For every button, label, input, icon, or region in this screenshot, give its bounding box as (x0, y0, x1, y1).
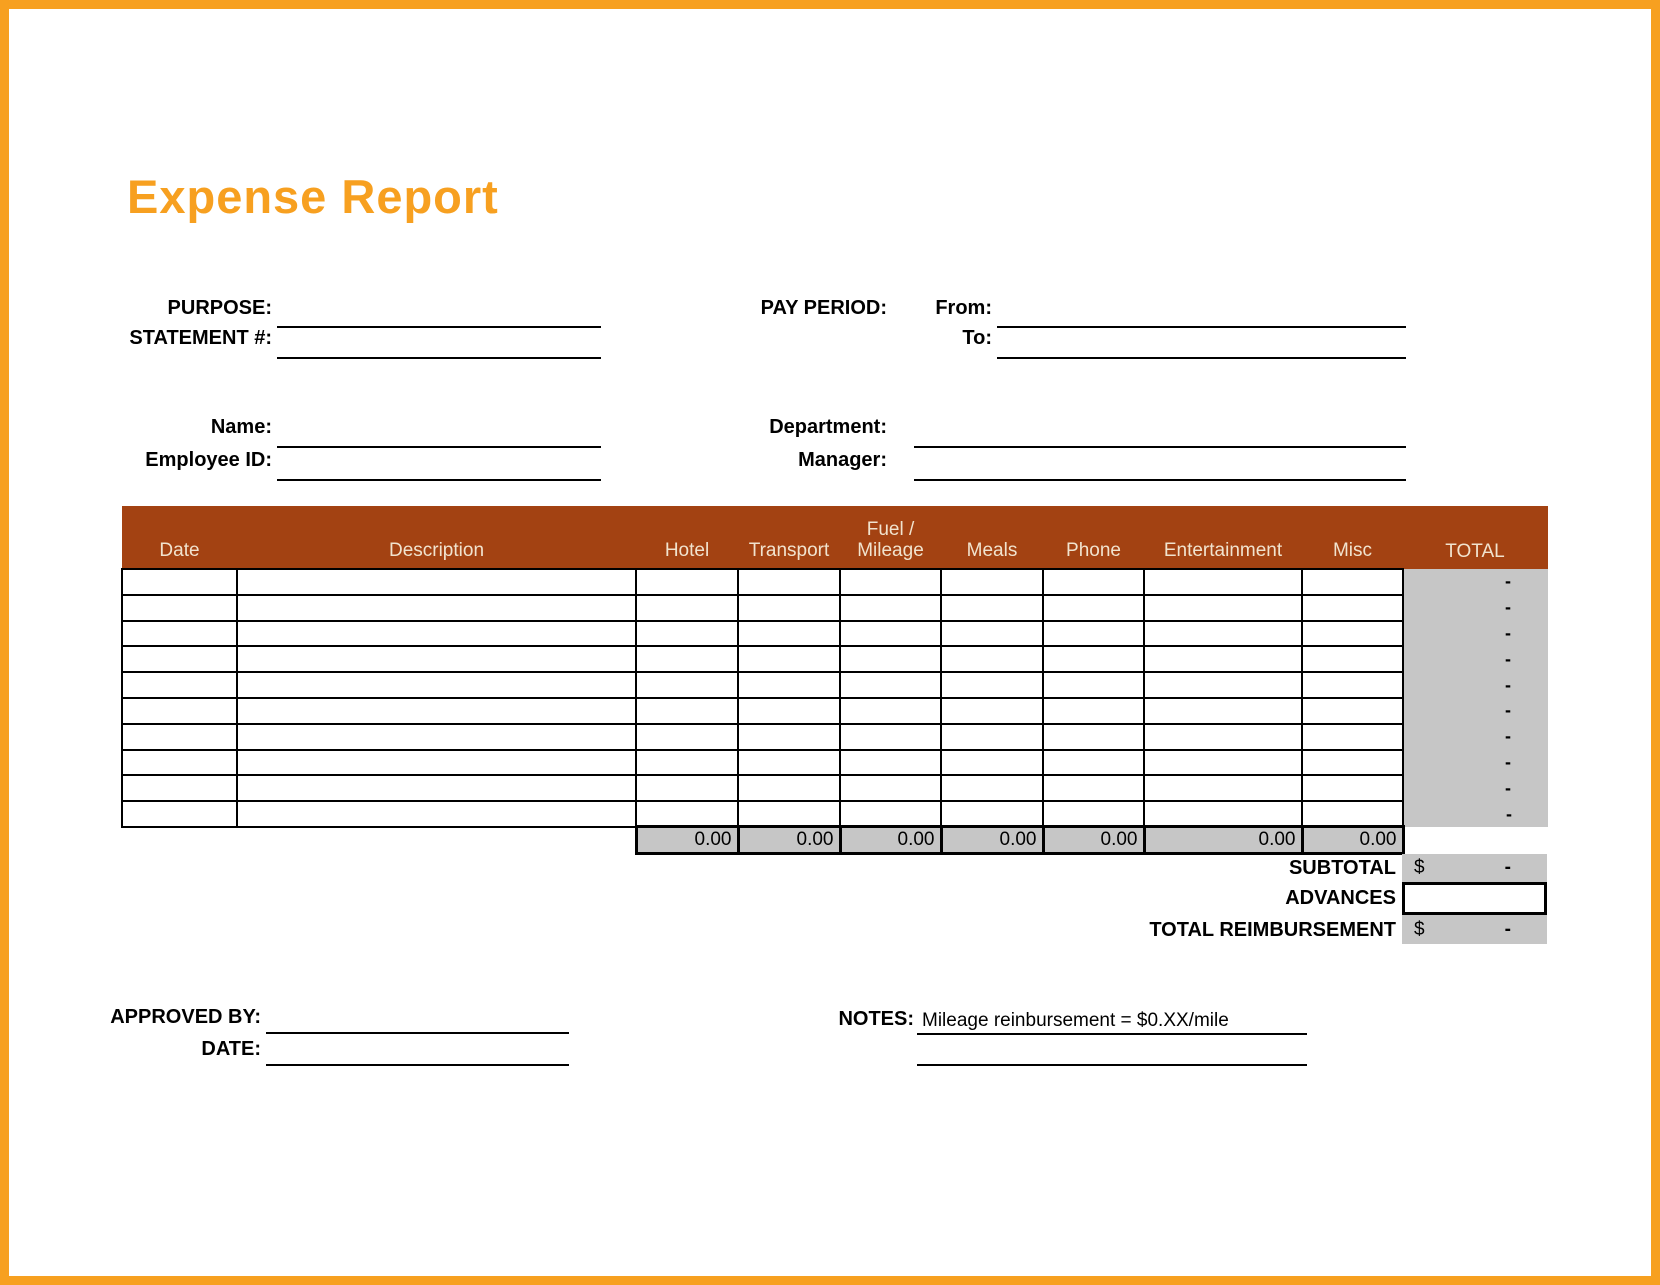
column-total-fuel-mileage: 0.00 (840, 827, 941, 854)
entertainment-cell[interactable] (1144, 801, 1302, 827)
purpose-label: PURPOSE: (167, 297, 272, 319)
misc-cell[interactable] (1302, 595, 1403, 621)
transport-cell[interactable] (738, 698, 840, 724)
description-cell[interactable] (237, 775, 636, 801)
fuel-mileage-cell[interactable] (840, 801, 941, 827)
to-label: To: (962, 327, 992, 349)
transport-cell[interactable] (738, 750, 840, 776)
total-reimbursement-value: - (1504, 918, 1511, 940)
to-field[interactable] (997, 357, 1406, 359)
purpose-field[interactable] (277, 326, 601, 328)
entertainment-cell[interactable] (1144, 724, 1302, 750)
pay-period-label: PAY PERIOD: (760, 297, 887, 319)
total-reimbursement-currency: $ (1414, 918, 1425, 940)
phone-cell[interactable] (1043, 750, 1144, 776)
hotel-cell[interactable] (636, 646, 738, 672)
date-cell[interactable] (122, 724, 237, 750)
table-row (122, 621, 1548, 647)
phone-cell[interactable] (1043, 775, 1144, 801)
entertainment-cell[interactable] (1144, 698, 1302, 724)
col-header-misc: Misc (1302, 506, 1403, 569)
entertainment-cell[interactable] (1144, 595, 1302, 621)
entertainment-cell[interactable] (1144, 672, 1302, 698)
col-header-date: Date (122, 506, 237, 569)
employee-id-label: Employee ID: (145, 449, 272, 471)
hotel-cell[interactable] (636, 801, 738, 827)
table-row (122, 801, 1548, 827)
statement-number-field[interactable] (277, 357, 601, 359)
approval-date-label: DATE: (201, 1038, 261, 1060)
column-total-misc: 0.00 (1302, 827, 1403, 854)
col-header-meals: Meals (941, 506, 1043, 569)
totals-row-spacer (1403, 827, 1548, 854)
fuel-mileage-cell[interactable] (840, 750, 941, 776)
page-title: Expense Report (127, 170, 499, 223)
transport-cell[interactable] (738, 595, 840, 621)
column-totals-row (122, 827, 1548, 854)
approved-by-field[interactable] (266, 1032, 569, 1034)
misc-cell[interactable] (1302, 672, 1403, 698)
phone-cell[interactable] (1043, 698, 1144, 724)
meals-cell[interactable] (941, 775, 1043, 801)
subtotal-value: - (1504, 857, 1511, 878)
transport-cell[interactable] (738, 646, 840, 672)
meals-cell[interactable] (941, 595, 1043, 621)
meals-cell[interactable] (941, 621, 1043, 647)
transport-cell[interactable] (738, 621, 840, 647)
row-total-cell: - (1403, 621, 1548, 647)
employee-id-field[interactable] (277, 479, 601, 481)
date-cell[interactable] (122, 801, 237, 827)
subtotal-label: SUBTOTAL (1288, 857, 1396, 879)
misc-cell[interactable] (1302, 801, 1403, 827)
notes-field-line1[interactable] (917, 1033, 1307, 1035)
fuel-mileage-cell[interactable] (840, 646, 941, 672)
advances-input-box[interactable] (1402, 882, 1547, 915)
fuel-header-line1: Fuel / (866, 519, 915, 540)
hotel-cell[interactable] (636, 569, 738, 595)
date-cell[interactable] (122, 698, 237, 724)
col-header-entertainment: Entertainment (1144, 506, 1302, 569)
misc-cell[interactable] (1302, 621, 1403, 647)
hotel-cell[interactable] (636, 672, 738, 698)
column-total-meals: 0.00 (941, 827, 1043, 854)
meals-cell[interactable] (941, 724, 1043, 750)
misc-cell[interactable] (1302, 698, 1403, 724)
date-cell[interactable] (122, 646, 237, 672)
phone-cell[interactable] (1043, 621, 1144, 647)
notes-field-line2[interactable] (917, 1064, 1307, 1066)
fuel-mileage-cell[interactable] (840, 775, 941, 801)
meals-cell[interactable] (941, 646, 1043, 672)
phone-cell[interactable] (1043, 672, 1144, 698)
description-cell[interactable] (237, 595, 636, 621)
misc-cell[interactable] (1302, 569, 1403, 595)
entertainment-cell[interactable] (1144, 646, 1302, 672)
col-header-transport: Transport (738, 506, 840, 569)
table-row (122, 775, 1548, 801)
fuel-mileage-cell[interactable] (840, 724, 941, 750)
row-total-cell: - (1403, 801, 1548, 827)
department-field[interactable] (914, 446, 1406, 448)
fuel-header-line2: Mileage (857, 540, 924, 561)
fuel-mileage-cell[interactable] (840, 698, 941, 724)
column-total-entertainment: 0.00 (1144, 827, 1302, 854)
total-reimbursement-label: TOTAL REIMBURSEMENT (1149, 919, 1396, 941)
misc-cell[interactable] (1302, 750, 1403, 776)
manager-label: Manager: (798, 449, 887, 471)
table-row (122, 724, 1548, 750)
date-cell[interactable] (122, 775, 237, 801)
fuel-mileage-cell[interactable] (840, 672, 941, 698)
meals-cell[interactable] (941, 698, 1043, 724)
date-cell[interactable] (122, 672, 237, 698)
phone-cell[interactable] (1043, 724, 1144, 750)
col-header-total: TOTAL (1403, 506, 1548, 569)
col-header-description: Description (237, 506, 636, 569)
phone-cell[interactable] (1043, 595, 1144, 621)
from-label: From: (935, 297, 992, 319)
date-cell[interactable] (122, 750, 237, 776)
notes-value: Mileage reinbursement = $0.XX/mile (922, 1010, 1229, 1031)
fuel-mileage-cell[interactable] (840, 595, 941, 621)
entertainment-cell[interactable] (1144, 775, 1302, 801)
table-row (122, 569, 1548, 595)
row-total-cell: - (1403, 672, 1548, 698)
date-cell[interactable] (122, 569, 237, 595)
description-cell[interactable] (237, 569, 636, 595)
transport-cell[interactable] (738, 775, 840, 801)
table-row (122, 750, 1548, 776)
row-total-cell: - (1403, 698, 1548, 724)
table-row (122, 595, 1548, 621)
date-cell[interactable] (122, 621, 237, 647)
expense-table (121, 506, 1549, 855)
column-total-phone: 0.00 (1043, 827, 1144, 854)
description-cell[interactable] (237, 621, 636, 647)
row-total-cell: - (1403, 750, 1548, 776)
hotel-cell[interactable] (636, 595, 738, 621)
description-cell[interactable] (237, 672, 636, 698)
row-total-cell: - (1403, 724, 1548, 750)
misc-cell[interactable] (1302, 724, 1403, 750)
phone-cell[interactable] (1043, 646, 1144, 672)
transport-cell[interactable] (738, 569, 840, 595)
description-cell[interactable] (237, 801, 636, 827)
row-total-cell: - (1403, 646, 1548, 672)
table-row (122, 672, 1548, 698)
hotel-cell[interactable] (636, 775, 738, 801)
totals-row-spacer (237, 827, 636, 854)
transport-cell[interactable] (738, 801, 840, 827)
entertainment-cell[interactable] (1144, 569, 1302, 595)
table-row (122, 698, 1548, 724)
phone-cell[interactable] (1043, 569, 1144, 595)
hotel-cell[interactable] (636, 750, 738, 776)
description-cell[interactable] (237, 724, 636, 750)
total-reimbursement-box (1402, 915, 1547, 944)
misc-cell[interactable] (1302, 775, 1403, 801)
transport-cell[interactable] (738, 724, 840, 750)
hotel-cell[interactable] (636, 621, 738, 647)
column-total-hotel: 0.00 (636, 827, 738, 854)
row-total-cell: - (1403, 569, 1548, 595)
subtotal-currency: $ (1414, 857, 1425, 878)
phone-cell[interactable] (1043, 801, 1144, 827)
department-label: Department: (769, 416, 887, 438)
description-cell[interactable] (237, 698, 636, 724)
hotel-cell[interactable] (636, 698, 738, 724)
date-cell[interactable] (122, 595, 237, 621)
meals-cell[interactable] (941, 801, 1043, 827)
approved-by-label: APPROVED BY: (110, 1006, 261, 1028)
approval-date-field[interactable] (266, 1064, 569, 1066)
entertainment-cell[interactable] (1144, 621, 1302, 647)
meals-cell[interactable] (941, 672, 1043, 698)
table-header-row (122, 506, 1548, 569)
entertainment-cell[interactable] (1144, 750, 1302, 776)
col-header-hotel: Hotel (636, 506, 738, 569)
advances-label: ADVANCES (1285, 887, 1396, 909)
from-field[interactable] (997, 326, 1406, 328)
description-cell[interactable] (237, 750, 636, 776)
statement-number-label: STATEMENT #: (129, 327, 272, 349)
meals-cell[interactable] (941, 569, 1043, 595)
row-total-cell: - (1403, 775, 1548, 801)
hotel-cell[interactable] (636, 724, 738, 750)
meals-cell[interactable] (941, 750, 1043, 776)
fuel-mileage-cell[interactable] (840, 621, 941, 647)
description-cell[interactable] (237, 646, 636, 672)
row-total-cell: - (1403, 595, 1548, 621)
manager-field[interactable] (914, 479, 1406, 481)
notes-label: NOTES: (838, 1008, 914, 1030)
misc-cell[interactable] (1302, 646, 1403, 672)
name-label: Name: (210, 416, 272, 438)
fuel-mileage-cell[interactable] (840, 569, 941, 595)
totals-row-spacer (122, 827, 237, 854)
subtotal-box (1402, 854, 1547, 882)
table-row (122, 646, 1548, 672)
column-total-transport: 0.00 (738, 827, 840, 854)
col-header-phone: Phone (1043, 506, 1144, 569)
name-field[interactable] (277, 446, 601, 448)
col-header-fuel-mileage (840, 506, 941, 569)
transport-cell[interactable] (738, 672, 840, 698)
